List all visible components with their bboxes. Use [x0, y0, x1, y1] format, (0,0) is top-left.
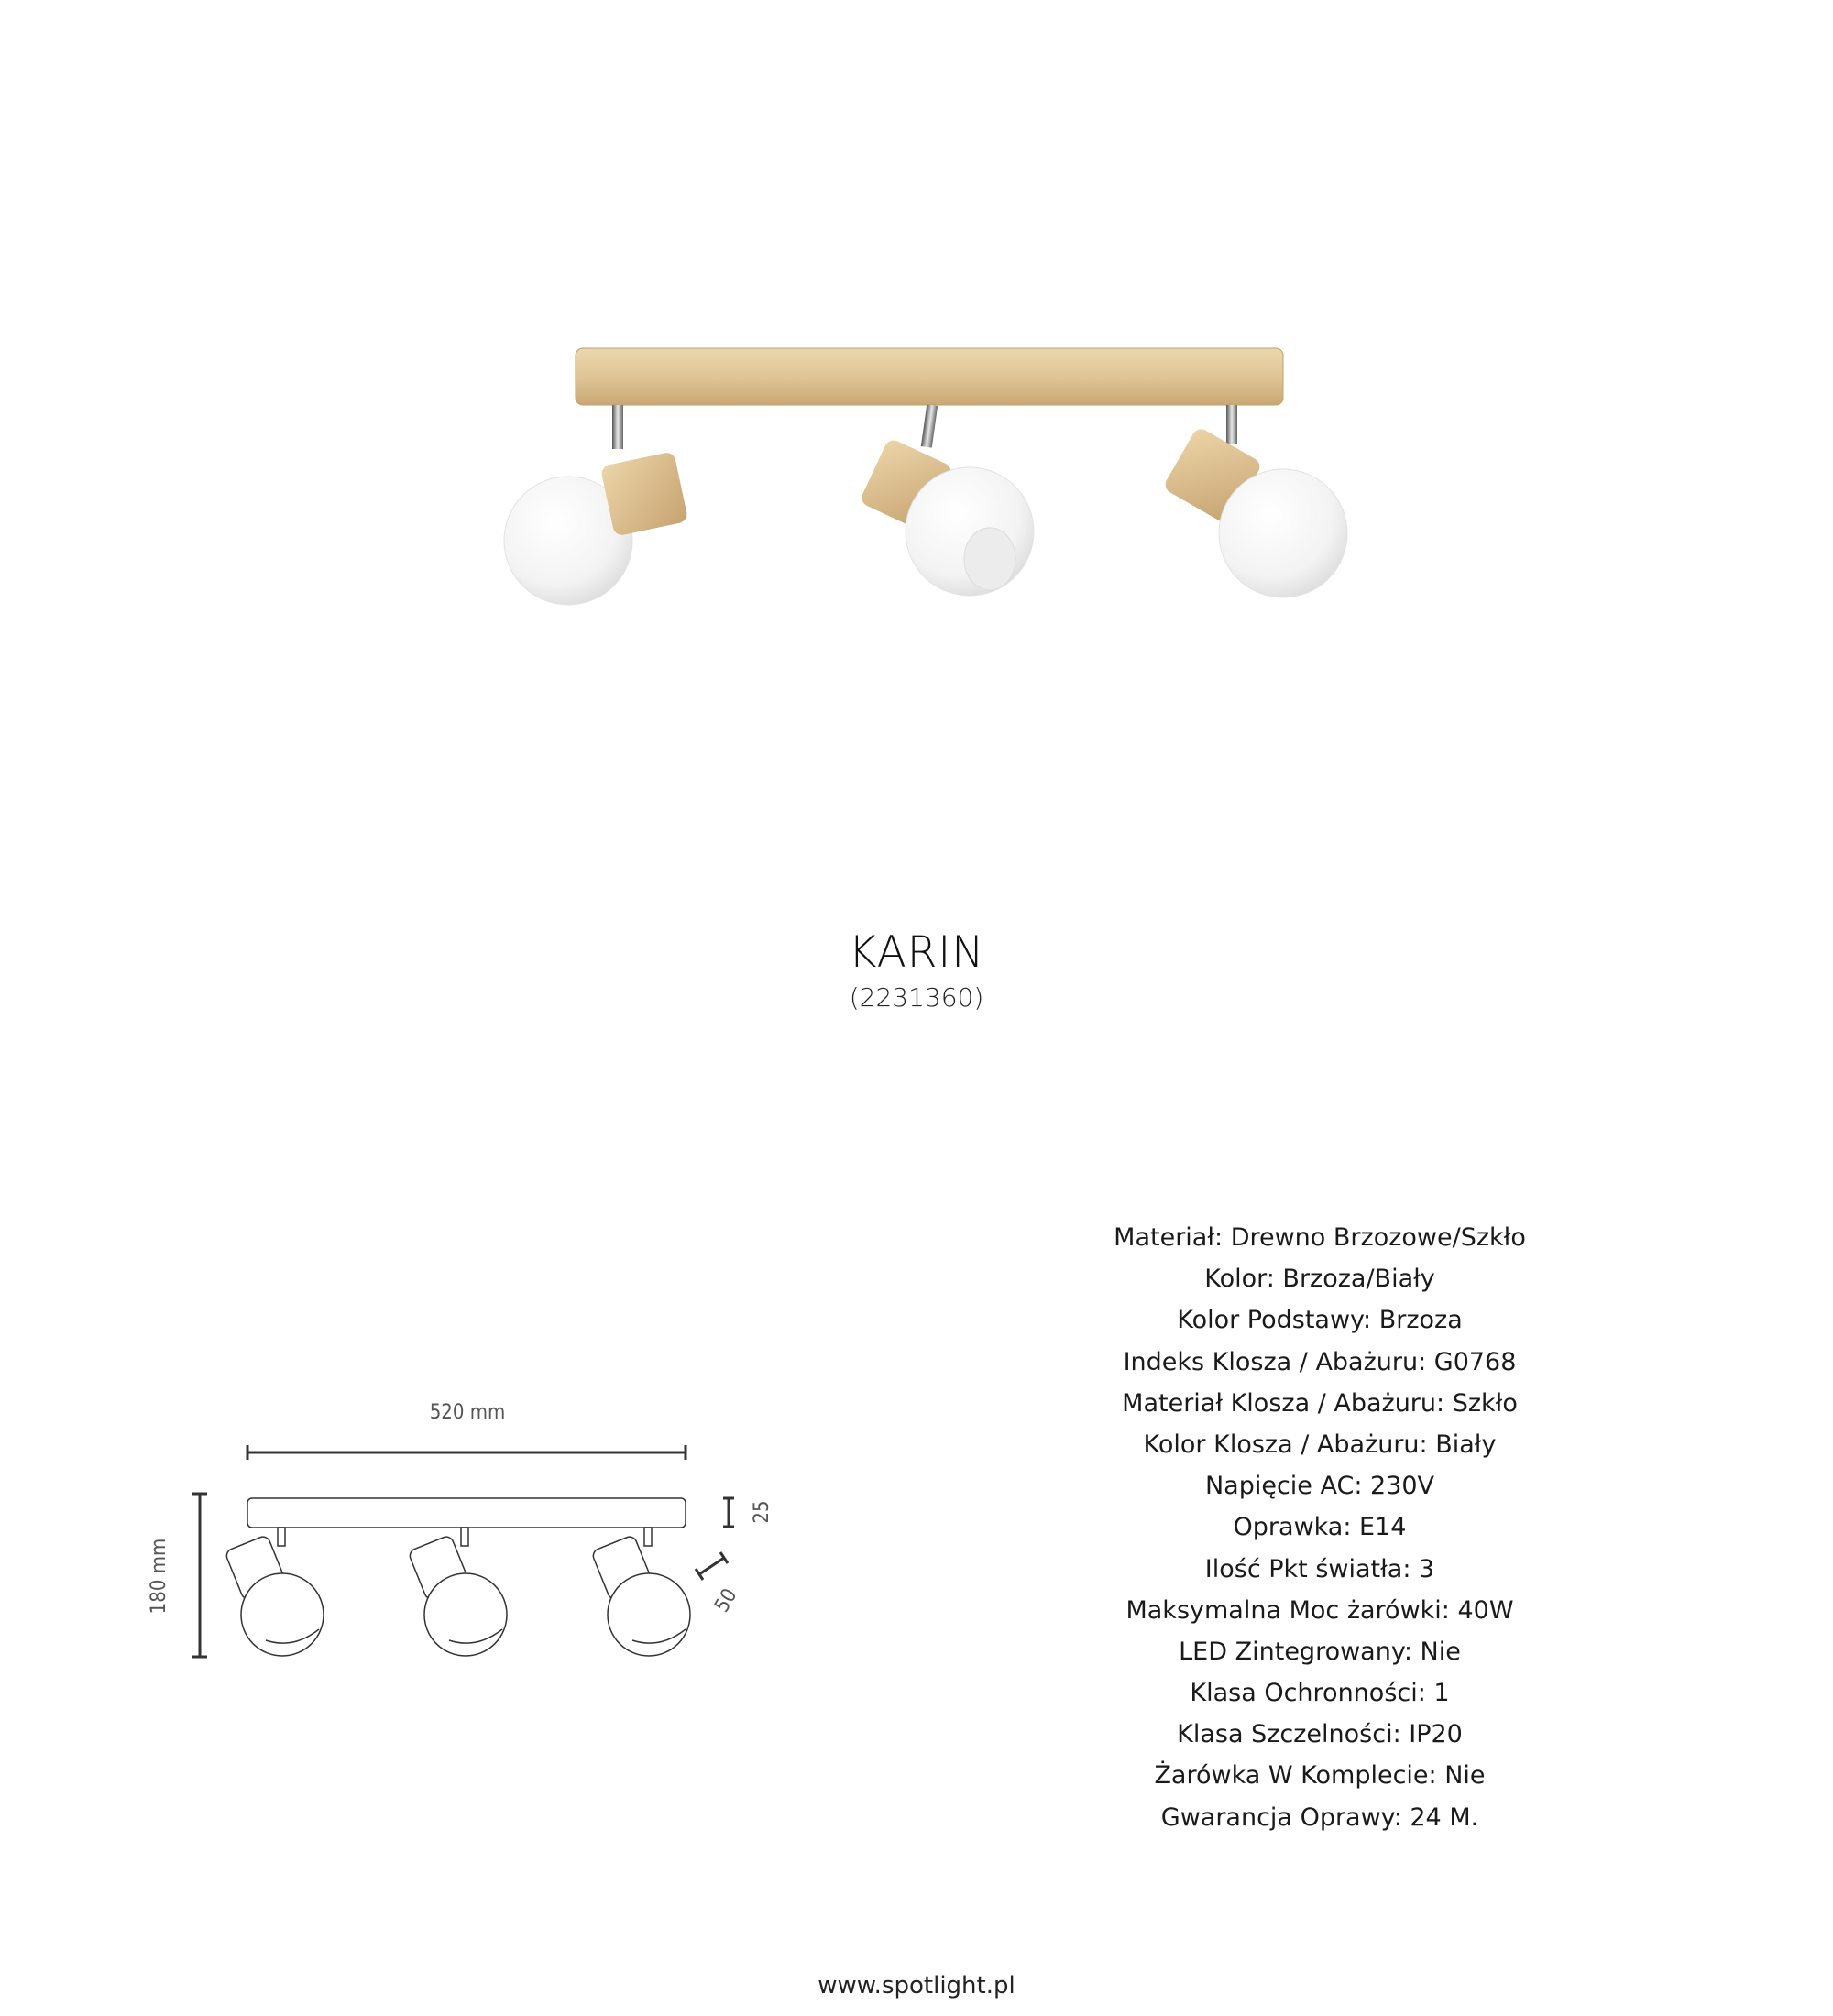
product-name: KARIN — [848, 927, 985, 978]
spec-socket: Oprawka: E14 — [1233, 1513, 1407, 1542]
product-code: (2231360) — [849, 982, 984, 1013]
spec-warranty: Gwarancja Oprawy: 24 M. — [1160, 1802, 1479, 1832]
spec-light-points: Ilość Pkt światła: 3 — [1204, 1554, 1435, 1583]
spec-protection-class: Klasa Ochronności: 1 — [1190, 1679, 1450, 1708]
specifications-list — [990, 1217, 1650, 1838]
product-photo — [477, 330, 1356, 623]
footer-url: www.spotlight.pl — [818, 1972, 1015, 2000]
spec-color: Kolor: Brzoza/Biały — [1204, 1265, 1435, 1294]
height-dimension-label: 180 mm — [148, 1538, 170, 1615]
spec-led-integrated: LED Zintegrowany: Nie — [1179, 1637, 1461, 1666]
wooden-bar — [576, 348, 1283, 405]
spec-voltage: Napięcie AC: 230V — [1204, 1472, 1435, 1501]
technical-drawing — [137, 1375, 843, 1677]
glass-shade-right — [1219, 469, 1347, 597]
spec-ip-rating: Klasa Szczelności: IP20 — [1177, 1720, 1463, 1749]
base-height-label: 25 — [751, 1500, 774, 1524]
spec-material: Materiał: Drewno Brzozowe/Szkło — [1114, 1223, 1526, 1252]
width-dimension-label: 520 mm — [429, 1401, 506, 1424]
spec-shade-color: Kolor Klosza / Abażuru: Biały — [1143, 1430, 1497, 1459]
spec-base-color: Kolor Podstawy: Brzoza — [1177, 1306, 1463, 1335]
spec-shade-index: Indeks Klosza / Abażuru: G0768 — [1123, 1347, 1517, 1376]
spec-max-power: Maksymalna Moc żarówki: 40W — [1125, 1595, 1514, 1625]
depth-dimension-label: 50 — [710, 1584, 742, 1616]
spec-shade-material: Materiał Klosza / Abażuru: Szkło — [1122, 1388, 1518, 1418]
spec-bulb-included: Żarówka W Komplecie: Nie — [1154, 1761, 1486, 1791]
